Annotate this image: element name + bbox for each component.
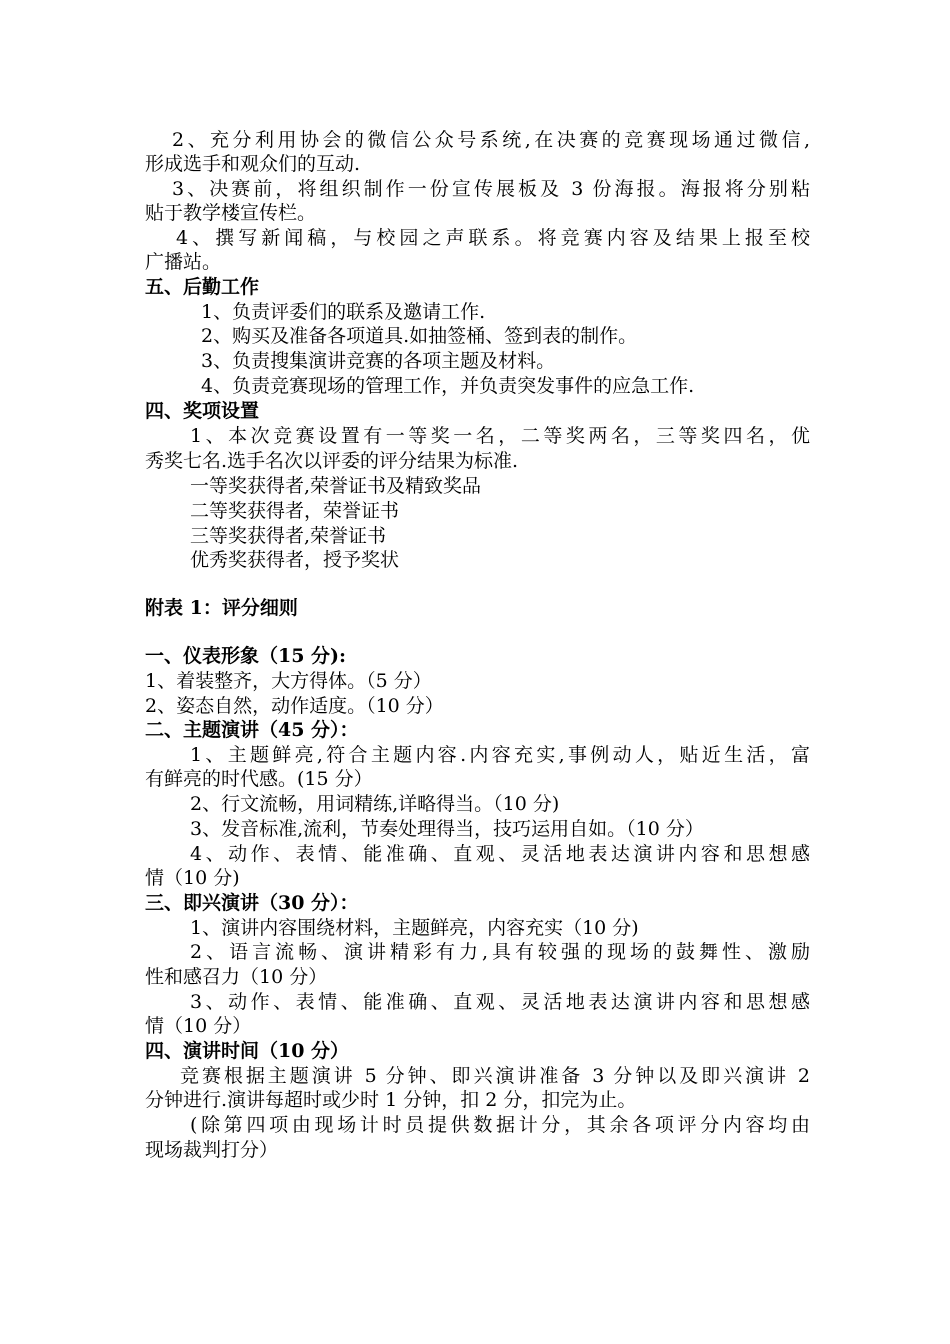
section-3-item-1: 1、演讲内容围绕材料，主题鲜亮，内容充实（10 分) bbox=[190, 917, 639, 939]
promo-item-3-line-1: 3、决赛前，将组织制作一份宣传展板及 3 份海报。海报将分别粘 bbox=[172, 178, 810, 200]
section-2-item-2: 2、行文流畅，用词精练,详略得当。（10 分) bbox=[190, 793, 560, 815]
section-4-para-1-line-1: 竞赛根据主题演讲 5 分钟、即兴演讲准备 3 分钟以及即兴演讲 2 bbox=[180, 1065, 810, 1087]
section-1-item-1: 1、着装整齐，大方得体。（5 分） bbox=[145, 670, 432, 692]
logistics-item-1: 1、负责评委们的联系及邀请工作. bbox=[201, 301, 486, 323]
award-third-prize: 三等奖获得者,荣誉证书 bbox=[190, 525, 387, 547]
award-second-prize: 二等奖获得者，荣誉证书 bbox=[190, 500, 400, 522]
section-2-heading: 二、主题演讲（45 分）： bbox=[145, 719, 359, 741]
promo-item-4-line-2: 广播站。 bbox=[145, 251, 222, 273]
logistics-item-3: 3、负责搜集演讲竞赛的各项主题及材料。 bbox=[201, 350, 556, 372]
award-excellence-prize: 优秀奖获得者，授予奖状 bbox=[190, 549, 400, 571]
section-1-item-2: 2、姿态自然，动作适度。（10 分） bbox=[145, 695, 444, 717]
promo-item-4-line-1: 4、撰写新闻稿，与校园之声联系。将竞赛内容及结果上报至校 bbox=[176, 227, 810, 249]
section-3-item-3-line-1: 3、动作、表情、能准确、直观、灵活地表达演讲内容和思想感 bbox=[190, 991, 810, 1013]
section-3-heading: 三、即兴演讲（30 分）： bbox=[145, 892, 359, 914]
section-4-heading: 四、演讲时间（10 分） bbox=[145, 1040, 350, 1062]
promo-item-2-line-2: 形成选手和观众们的互动. bbox=[145, 153, 361, 175]
section-4-para-1-line-2: 分钟进行.演讲每超时或少时 1 分钟，扣 2 分，扣完为止。 bbox=[145, 1089, 637, 1111]
section-2-item-4-line-1: 4、动作、表情、能准确、直观、灵活地表达演讲内容和思想感 bbox=[190, 843, 810, 865]
logistics-item-4: 4、负责竞赛现场的管理工作，并负责突发事件的应急工作. bbox=[201, 375, 695, 397]
awards-intro-line-2: 秀奖七名.选手名次以评委的评分结果为标准. bbox=[145, 450, 519, 472]
section-4-para-2-line-2: 现场裁判打分） bbox=[145, 1139, 279, 1161]
section-3-item-3-line-2: 情（10 分） bbox=[145, 1015, 252, 1037]
section-4-para-2-line-1: (除第四项由现场计时员提供数据计分，其余各项评分内容均由 bbox=[190, 1114, 810, 1136]
section-2-item-4-line-2: 情（10 分) bbox=[145, 867, 240, 889]
awards-intro-line-1: 1、本次竞赛设置有一等奖一名，二等奖两名，三等奖四名，优 bbox=[190, 425, 810, 447]
section-1-heading: 一、仪表形象（15 分): bbox=[145, 645, 347, 667]
section-2-item-1-line-2: 有鲜亮的时代感。(15 分） bbox=[145, 768, 373, 790]
promo-item-3-line-2: 贴于教学楼宣传栏。 bbox=[145, 202, 317, 224]
awards-heading: 四、奖项设置 bbox=[145, 400, 260, 422]
section-3-item-2-line-2: 性和感召力（10 分） bbox=[145, 966, 328, 988]
appendix-title: 附表 1：评分细则 bbox=[145, 597, 298, 619]
section-2-item-3: 3、发音标准,流利，节奏处理得当，技巧运用自如。（10 分） bbox=[190, 818, 704, 840]
logistics-item-2: 2、购买及准备各项道具.如抽签桶、签到表的制作。 bbox=[201, 325, 638, 347]
logistics-heading: 五、后勤工作 bbox=[145, 276, 260, 298]
section-3-item-2-line-1: 2、语言流畅、演讲精彩有力,具有较强的现场的鼓舞性、激励 bbox=[190, 941, 810, 963]
award-first-prize: 一等奖获得者,荣誉证书及精致奖品 bbox=[190, 475, 482, 497]
promo-item-2-line-1: 2、充分利用协会的微信公众号系统,在决赛的竞赛现场通过微信, bbox=[172, 129, 810, 151]
section-2-item-1-line-1: 1、主题鲜亮,符合主题内容.内容充实,事例动人，贴近生活，富 bbox=[190, 744, 810, 766]
